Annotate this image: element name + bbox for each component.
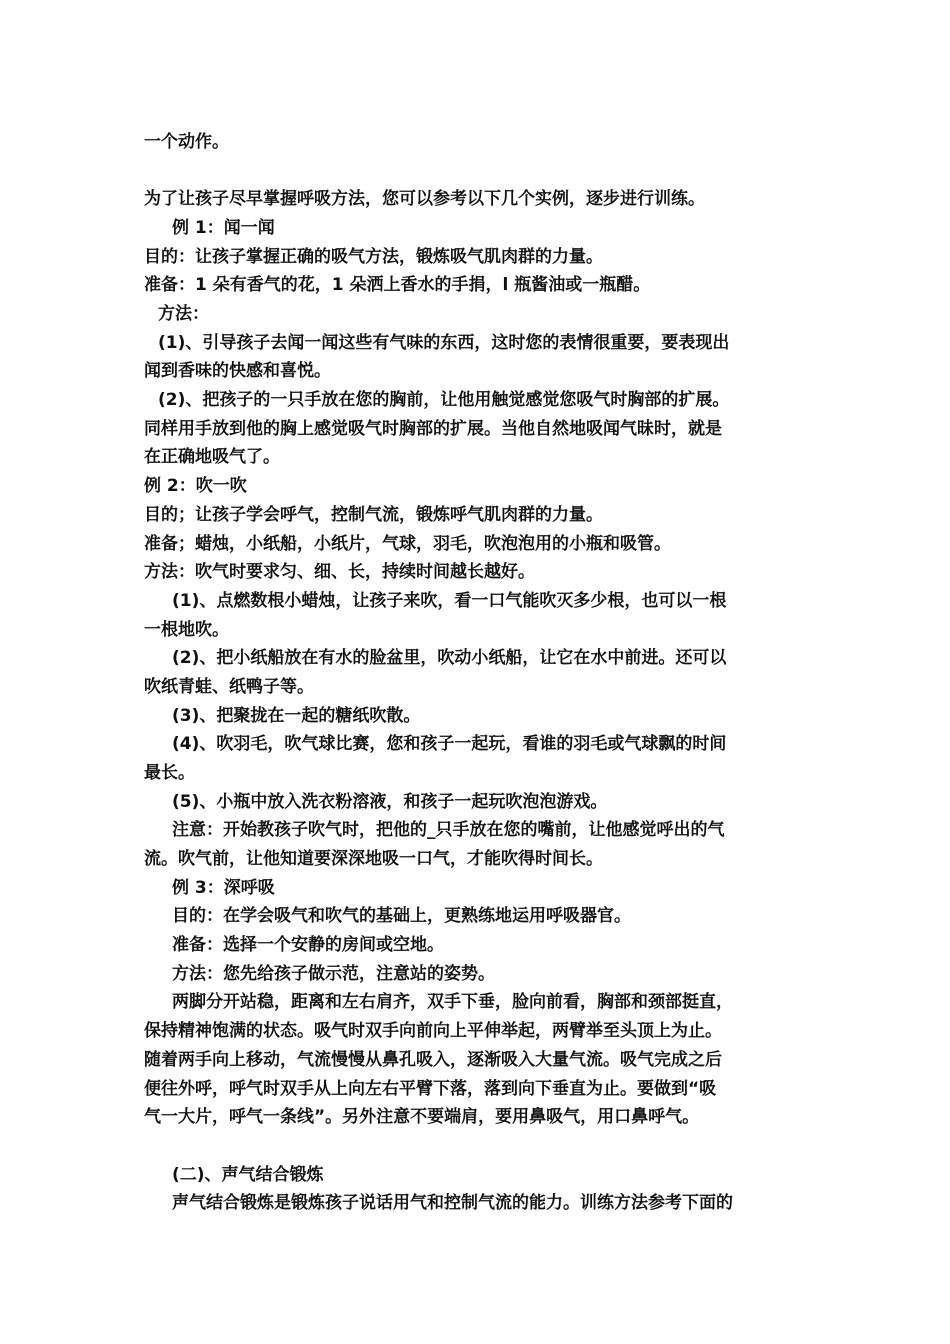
text-line-7: (1)、引导孩子去闻一闻这些有气味的东西，这时您的表情很重要，要表现出 — [158, 333, 730, 353]
example-2-heading: 例 2：吹一吹 — [144, 476, 247, 496]
text-line-22: 最长。 — [144, 763, 195, 783]
text-line-18: (2)、把小纸船放在有水的脸盆里，吹动小纸船，让它在水中前进。还可以 — [172, 648, 727, 668]
text-line-19: 吹纸青蛙、纸鸭子等。 — [144, 677, 314, 697]
text-line-36: 声气结合锻炼是锻炼孩子说话用气和控制气流的能力。训练方法参考下面的 — [172, 1193, 733, 1213]
text-line-8: 闻到香味的快感和喜悦。 — [144, 361, 331, 381]
text-line-1: 一个动作。 — [144, 132, 229, 152]
text-line-23: (5)、小瓶中放入洗衣粉溶液，和孩子一起玩吹泡泡游戏。 — [172, 792, 608, 812]
text-line-25: 流。吹气前，让他知道要深深地吸一口气，才能吹得时间长。 — [144, 849, 603, 869]
text-line-4: 目的：让孩子掌握正确的吸气方法，锻炼吸气肌肉群的力量。 — [144, 247, 603, 267]
text-line-30: 两脚分开站稳，距离和左右肩齐，双手下垂，脸向前看，胸部和颈部挺直， — [172, 992, 733, 1012]
example-1-heading: 例 1：闻一闻 — [172, 218, 275, 238]
text-line-33: 便往外呼，呼气时双手从上向左右平臂下落，落到向下垂直为止。要做到“吸 — [144, 1079, 717, 1099]
text-line-9: (2)、把孩子的一只手放在您的胸前，让他用触觉感觉您吸气时胸部的扩展。 — [158, 390, 730, 410]
text-line-14: 准备；蜡烛，小纸船，小纸片，气球，羽毛，吹泡泡用的小瓶和吸管。 — [144, 534, 671, 554]
text-line-6: 方法： — [158, 304, 209, 324]
text-line-5: 准备：1 朵有香气的花，1 朵洒上香水的手捐，l 瓶酱油或一瓶醋。 — [144, 275, 651, 295]
text-line-16: (1)、点燃数根小蜡烛，让孩子来吹，看一口气能吹灭多少根，也可以一根 — [172, 591, 727, 611]
text-line-2: 为了让孩子尽早掌握呼吸方法，您可以参考以下几个实例，逐步进行训练。 — [144, 189, 705, 209]
text-line-32: 随着两手向上移动，气流慢慢从鼻孔吸入，逐渐吸入大量气流。吸气完成之后 — [144, 1050, 722, 1070]
section-heading: (二)、声气结合锻炼 — [172, 1165, 324, 1185]
text-line-17: 一根地吹。 — [144, 620, 229, 640]
text-line-28: 准备：选择一个安静的房间或空地。 — [172, 935, 444, 955]
example-3-heading: 例 3：深呼吸 — [172, 878, 275, 898]
text-line-20: (3)、把聚拢在一起的糖纸吹散。 — [172, 706, 421, 726]
text-line-21: (4)、吹羽毛，吹气球比赛，您和孩子一起玩，看谁的羽毛或气球飘的时间 — [172, 734, 727, 754]
text-line-31: 保持精神饱满的状态。吸气时双手向前向上平伸举起，两臂举至头顶上为止。 — [144, 1021, 722, 1041]
text-line-29: 方法：您先给孩子做示范，注意站的姿势。 — [172, 964, 495, 984]
text-line-27: 目的：在学会吸气和吹气的基础上，更熟练地运用呼吸器官。 — [172, 906, 631, 926]
text-line-11: 在正确地吸气了。 — [144, 447, 280, 467]
text-line-13: 目的；让孩子学会呼气，控制气流，锻炼呼气肌肉群的力量。 — [144, 505, 603, 525]
text-line-10: 同样用手放到他的胸上感觉吸气时胸部的扩展。当他自然地吸闻气昧时，就是 — [144, 419, 722, 439]
text-line-15: 方法：吹气时要求匀、细、长，持续时间越长越好。 — [144, 562, 535, 582]
text-line-34: 气一大片，呼气一条线”。另外注意不要端肩，要用鼻吸气，用口鼻呼气。 — [144, 1107, 700, 1127]
text-line-24: 注意：开始教孩子吹气时，把他的_只手放在您的嘴前，让他感觉呼出的气 — [172, 820, 725, 840]
